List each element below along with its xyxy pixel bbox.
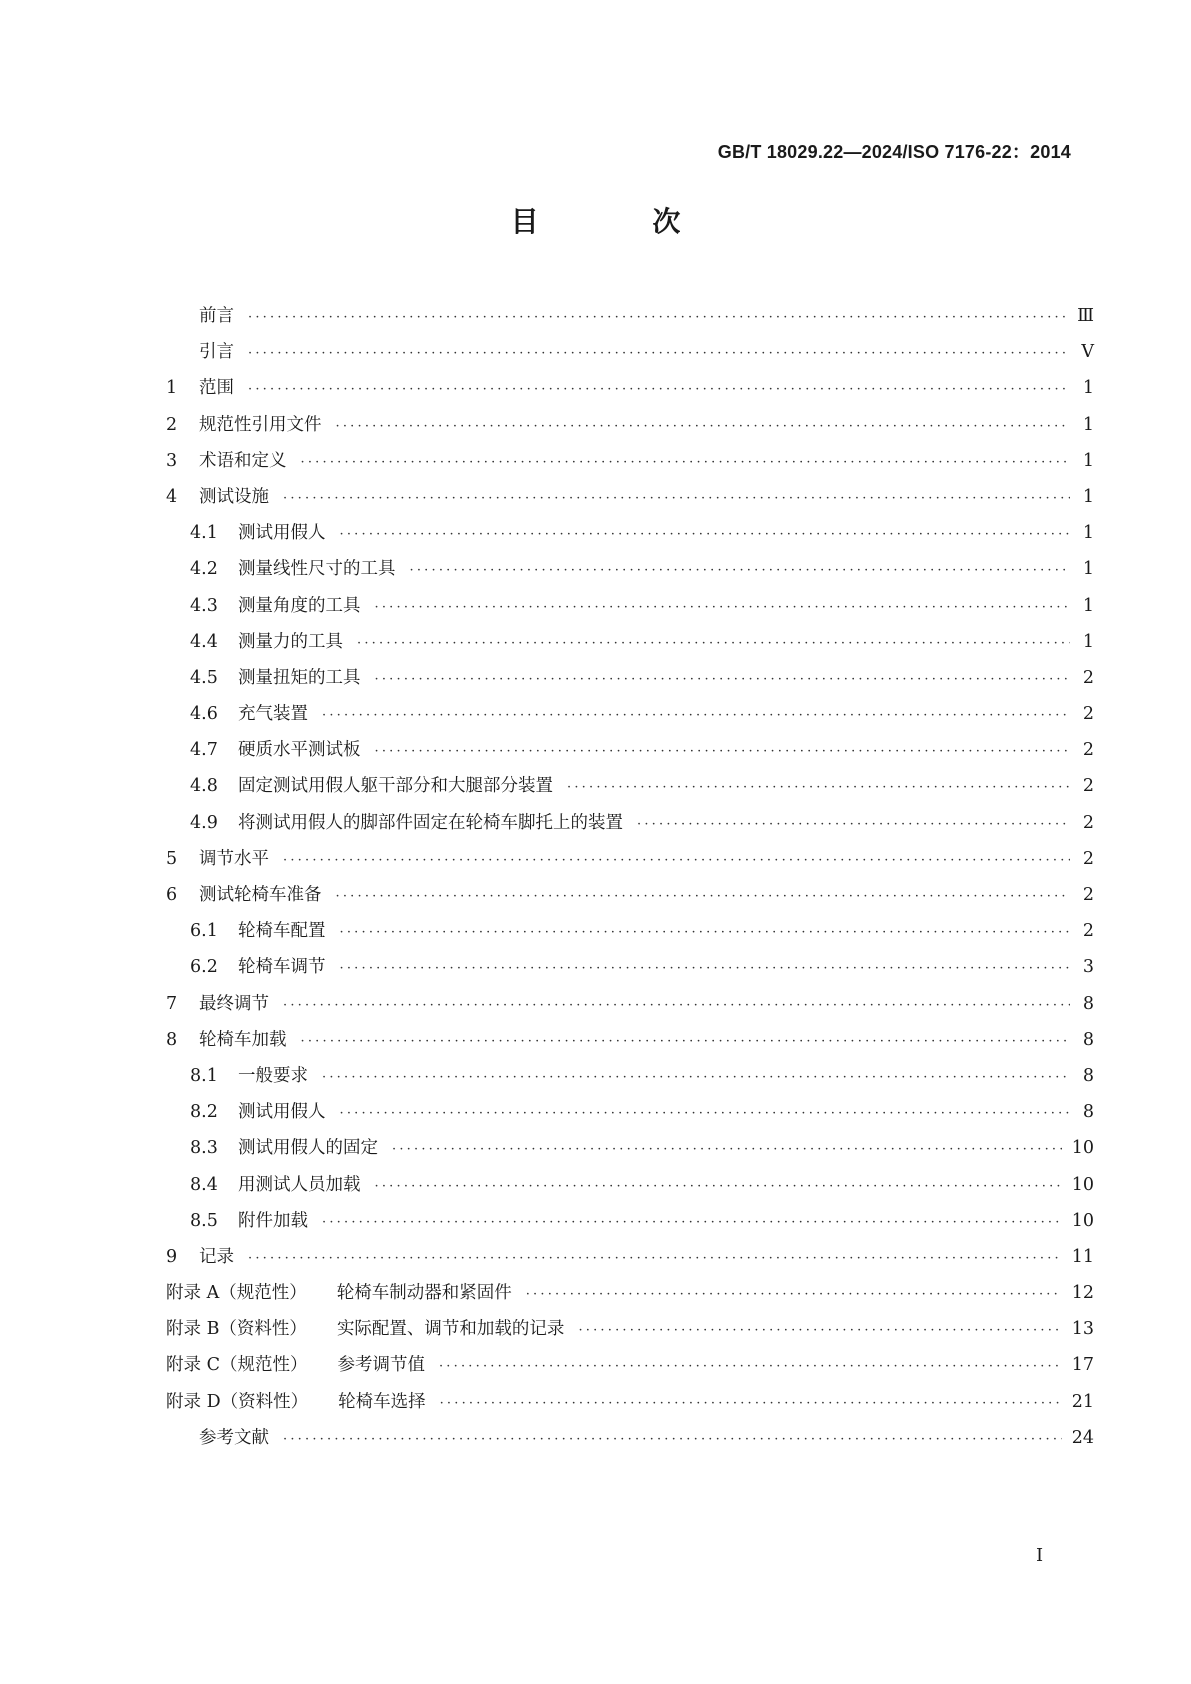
toc-entry-label: 充气装置 [238,704,308,725]
dot-leader [578,1323,1061,1338]
toc-entry-number: 4.2 [190,559,218,580]
dot-leader [375,672,1071,687]
toc-entry-page: 2 [1082,848,1094,869]
dot-leader [283,853,1070,868]
toc-entry-number: 1 [166,378,178,399]
dot-leader [340,925,1071,940]
toc-entry[interactable] [166,1388,1094,1424]
toc-entry[interactable] [166,1171,1094,1207]
toc-entry-page: 2 [1082,704,1094,725]
toc-entry-page: 1 [1082,378,1094,399]
dot-leader [439,1359,1062,1374]
dot-leader [248,310,1067,325]
toc-entry-number: 4.1 [190,523,218,544]
toc-entry[interactable] [166,555,1094,591]
toc-entry[interactable] [166,881,1094,917]
toc-entry-number: 6.1 [190,921,218,942]
toc-entry[interactable] [166,519,1094,555]
toc-entry-label: 范围 [199,378,234,399]
toc-entry-number: 4.6 [190,704,218,725]
toc-entry[interactable] [166,845,1094,881]
toc-entry-number: 4.7 [190,740,218,761]
toc-entry-page: 1 [1082,486,1094,507]
dot-leader [392,1142,1062,1157]
toc-entry[interactable] [166,953,1094,989]
toc-entry-number: 8.4 [190,1174,218,1195]
toc-entry[interactable] [166,1424,1094,1460]
toc-annex-tag: 附录 C（规范性） [166,1355,308,1376]
toc-annex-tag: 附录 B（资料性） [166,1319,307,1340]
standard-number: GB/T 18029.22—2024/ISO 7176-22：2014 [717,142,1071,162]
dot-leader [248,1251,1062,1266]
toc-entry[interactable] [166,700,1094,736]
toc-entry-page: 8 [1082,1065,1094,1086]
toc-entry-label: 规范性引用文件 [199,414,322,435]
toc-entry[interactable] [166,1026,1094,1062]
toc-entry[interactable] [166,628,1094,664]
toc-entry-number: 4 [166,486,178,507]
toc-entry-page: 1 [1082,559,1094,580]
toc-entry-label: 轮椅车加载 [199,1029,287,1050]
toc-entry-label: 测量力的工具 [238,631,343,652]
dot-leader [340,527,1071,542]
toc-entry-label: 一般要求 [238,1065,308,1086]
toc-entry-page: 12 [1071,1283,1094,1304]
toc-entry-label: 测试轮椅车准备 [199,885,322,905]
toc-entry-number: 4.9 [190,812,218,833]
toc-entry-number: 5 [166,848,178,869]
toc-entry-number: 9 [166,1246,178,1267]
toc-entry-label: 固定测试用假人躯干部分和大腿部分装置 [238,776,553,797]
toc-entry-label: 轮椅车配置 [238,921,326,942]
toc-entry[interactable] [166,664,1094,700]
dot-leader [340,961,1071,976]
toc-entry-page: 1 [1082,450,1094,471]
toc-entry-label: 用测试人员加载 [238,1174,361,1195]
page-title: 目 次 [510,205,733,238]
toc-annex-tag: 附录 D（资料性） [166,1391,309,1412]
toc-entry-page: 13 [1071,1319,1094,1340]
dot-leader [248,346,1070,361]
toc-entry-page: 10 [1071,1174,1094,1195]
toc-entry-page: 2 [1082,740,1094,761]
toc-entry-page: 2 [1082,667,1094,688]
dot-leader [440,1396,1062,1411]
toc-entry-page: 1 [1082,595,1094,616]
toc-entry-label: 参考调节值 [337,1355,425,1376]
dot-leader [322,1215,1062,1230]
toc-entry-label: 调节水平 [199,848,269,869]
toc-entry-label: 记录 [199,1246,234,1267]
toc-entry-number: 8.5 [190,1210,218,1231]
toc-entry[interactable] [166,1062,1094,1098]
toc-entry-page: Ⅲ [1077,306,1094,326]
toc-entry-number: 6 [166,885,178,905]
toc-entry-page: 10 [1071,1138,1094,1159]
toc-entry-page: 1 [1082,523,1094,544]
toc-entry-label: 轮椅车制动器和紧固件 [336,1283,512,1304]
toc-entry-page: 8 [1082,993,1094,1014]
toc-entry-label: 引言 [199,342,234,363]
dot-leader [301,1034,1071,1049]
toc-entry-label: 测试设施 [199,486,269,507]
dot-leader [637,817,1070,832]
dot-leader [526,1287,1062,1302]
toc-entry-label: 前言 [199,306,234,326]
toc-entry[interactable] [166,1098,1094,1134]
dot-leader [410,563,1071,578]
toc-entry-page: 2 [1082,885,1094,905]
dot-leader [357,636,1070,651]
toc-entry[interactable] [166,917,1094,953]
toc-entry-page: 1 [1082,414,1094,435]
toc-entry-label: 将测试用假人的脚部件固定在轮椅车脚托上的装置 [238,812,623,833]
toc-entry-label: 轮椅车选择 [338,1391,426,1412]
toc-entry-label: 附件加载 [238,1210,308,1231]
toc-entry-page: 2 [1082,921,1094,942]
toc-entry-page: 2 [1082,812,1094,833]
dot-leader [283,491,1070,506]
dot-leader [283,998,1070,1013]
toc-annex-tag: 附录 A（规范性） [166,1283,307,1304]
toc-entry-page: 10 [1071,1210,1094,1231]
toc-entry-page: 8 [1082,1102,1094,1123]
toc-entry[interactable] [166,1207,1094,1243]
toc-entry-number: 7 [166,993,178,1014]
dot-leader [301,455,1071,470]
toc-entry-label: 测量线性尺寸的工具 [238,559,396,580]
toc-entry-label: 测试用假人 [238,1102,326,1123]
toc-entry[interactable] [166,772,1094,808]
toc-entry-number: 2 [166,414,178,435]
toc-entry[interactable] [166,1134,1094,1170]
dot-leader [322,708,1070,723]
toc-entry-number: 4.5 [190,667,218,688]
toc-entry-number: 4.3 [190,595,218,616]
dot-leader [283,1432,1062,1447]
toc-entry-page: 17 [1071,1355,1094,1376]
toc-entry-page: 2 [1082,776,1094,797]
toc-entry[interactable] [166,483,1094,519]
dot-leader [322,1070,1070,1085]
toc-entry-number: 8 [166,1029,178,1050]
toc-entry[interactable] [166,447,1094,483]
dot-leader [336,419,1071,434]
toc-entry-number: 6.2 [190,957,218,978]
toc-entry-number: 8.2 [190,1102,218,1123]
toc-entry-number: 4.4 [190,631,218,652]
toc-entry[interactable] [166,374,1094,410]
toc-entry-page: 8 [1082,1029,1094,1050]
toc-entry-label: 术语和定义 [199,450,287,471]
toc-entry[interactable] [166,411,1094,447]
toc-entry[interactable] [166,592,1094,628]
toc-entry-label: 轮椅车调节 [238,957,326,978]
toc-entry[interactable] [166,1279,1094,1315]
toc-entry[interactable] [166,736,1094,772]
dot-leader [375,1179,1062,1194]
toc-entry-page: 11 [1071,1246,1094,1267]
toc-entry-page: Ⅴ [1081,342,1094,363]
toc-entry-number: 3 [166,450,178,471]
toc-entry[interactable] [166,1315,1094,1351]
page-number: Ⅰ [1036,1545,1044,1566]
dot-leader [375,600,1071,615]
toc-entry-number: 8.3 [190,1138,218,1159]
dot-leader [248,382,1070,397]
toc-entry[interactable] [166,1243,1094,1279]
toc-entry-label: 硬质水平测试板 [238,740,361,761]
toc-entry-label: 参考文献 [199,1427,269,1448]
dot-leader [375,744,1071,759]
toc-entry[interactable] [166,990,1094,1026]
toc-entry-page: 1 [1082,631,1094,652]
table-of-contents [166,302,1094,1460]
toc-entry[interactable] [166,1351,1094,1387]
dot-leader [340,1106,1071,1121]
toc-entry[interactable] [166,338,1094,374]
toc-entry-label: 实际配置、调节和加载的记录 [336,1319,565,1340]
toc-entry-label: 测量角度的工具 [238,595,361,616]
toc-entry-number: 8.1 [190,1065,218,1086]
toc-entry[interactable] [166,302,1094,338]
toc-entry-number: 4.8 [190,776,218,797]
toc-entry-page: 3 [1082,957,1094,978]
toc-entry-label: 测试用假人 [238,523,326,544]
toc-entry-label: 测量扭矩的工具 [238,667,361,688]
dot-leader [567,780,1070,795]
toc-entry-page: 24 [1071,1427,1094,1448]
toc-entry[interactable] [166,809,1094,845]
toc-entry-label: 最终调节 [199,993,269,1014]
toc-entry-page: 21 [1071,1391,1094,1412]
dot-leader [336,889,1071,904]
toc-entry-label: 测试用假人的固定 [238,1138,378,1159]
